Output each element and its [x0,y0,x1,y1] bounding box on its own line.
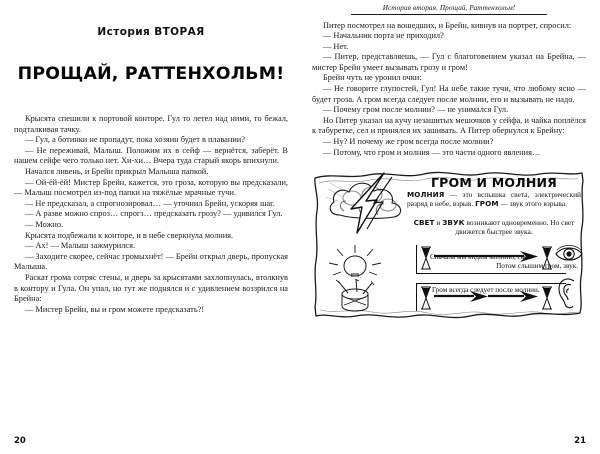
caption-then-we-hear: Потом слышим гром, звук. [496,262,578,271]
keyword-thunder: ГРОМ [475,199,499,209]
cloud-lightning-icon [322,171,410,237]
paragraph: — Мистер Брейн, вы и гром можете предсказать?! [25,304,205,314]
page-title: ПРОЩАЙ, РАТТЕНХОЛЬМ! [17,64,285,84]
paragraph: — Заходите скорее, сейчас громыхнёт! — Брейн открыл дверь, пропуская Малыша. [14,251,289,272]
paragraph: Крысята спешили к портовой конторе. Гул то летел над ними, то бежал, подталкивая тачку. [14,114,288,134]
infobox-title: ГРОМ И МОЛНИЯ [431,175,557,191]
caption-thunder-after-lightning: Гром всегда следует после молнии. [432,286,540,295]
paragraph: — Ой-ёй-ёй! Мистер Брейн, кажется, это гроза, которую вы предсказали, — Малыш посмотрел из-под папки на тяжёлые мрачные тучи. [14,177,288,198]
paragraph: Питер посмотрел на вошедших, и Брейн, кивнув на портрет, спросил: [323,20,572,30]
running-header: История вторая. Прощай, Раттенхольм! [351,0,547,15]
definition-lightning: — это вспышка света, электрический разряд в небе, взрыв. [407,190,581,209]
paragraph: — Начальник порта не приходил? [323,31,444,41]
paragraph: — Ах! — Малыш зажмурился. [25,241,136,251]
page-number-right: 21 [574,436,586,446]
note-text: возникают одновременно. Но свет движется быстрее звука. [455,218,575,237]
paragraph: Брейн чуть не уронил очки: [323,73,422,83]
caption-rule-top [416,273,566,274]
caption-first-we-see: Сначала мы видим молнию, свет. [430,253,532,262]
paragraph: — Не предсказал, а спрогнозировал… — уточнил Брейн, ускоряя шаг. [25,198,275,208]
infobox-thunder-lightning [312,167,586,319]
keyword-lightning: МОЛНИЯ [407,190,445,200]
paragraph: Крысята подбежали к конторе, и в небе сверкнула молния. [25,230,234,240]
lightbulb-icon [326,243,384,277]
paragraph: Начался ливень, и Брейн прикрыл Малыша папкой. [25,166,209,176]
paragraph: — Можно. [25,219,64,229]
paragraph: — Потому, что гром и молния — это части одного явления… [323,147,541,157]
infobox-note [407,219,581,237]
paragraph: Но Питер указал на кучу незашитых мешочков у сейфа, и чайка поплёлся к табуретке, сел и принялся их зашивать. А Питер обернулся к Брейну: [312,115,586,136]
left-body-text [14,114,288,315]
keyword-sound: ЗВУК [442,218,465,228]
paragraph: — А разве можно спроз… спрогз… предсказать грозу? — удивился Гул. [25,209,283,219]
paragraph: — Не говорите глупостей, Гул! На небе такие тучи, что любому ясно — будет гроза. А гром всегда следует после молнии, его и вызывать не надо. [312,84,586,104]
paragraph: — Нет. [323,41,349,51]
page-right [300,0,600,454]
story-kicker [14,26,288,38]
diagram-divider [416,245,417,273]
paragraph: — Ну? И почему же гром всегда после молнии? [323,137,494,147]
infobox-definition [407,191,581,209]
drum-icon [326,279,384,313]
paragraph: — Гул, а ботинки не пропадут, пока хозяин будет в плавании? [25,135,245,145]
caption-rule-bottom [416,283,566,284]
definition-thunder: — звук этого взрыва. [498,199,567,209]
paragraph: — Почему гром после молнии? — не унимался Гул. [323,105,509,115]
hourglass-icon [419,285,433,311]
story-kicker-text: История ВТОРАЯ [97,26,205,38]
conjunction: и [434,218,443,228]
diagram-divider [416,283,417,311]
paragraph: Раскат грома сотряс стены, и дверь за крысятами захлопнулась, втолкнув в контору и Гула. Он упал, но тут же поднялся и с удивлением воззрился на Брейна: [14,272,288,304]
right-body-text [312,21,586,159]
page-number-left: 20 [14,436,26,446]
paragraph: — Питер, представляешь, — Гул с благоговением указал на Брейна, — мистер Брейн умеет вызывать грозу и гром! [312,52,586,72]
paragraph: — Не переживай, Малыш. Положим их в сейф — вернётся, заберёт. В нашем сейфе чего только нет. Хи-хи… Вчера туда старый якорь впихнули. [14,145,288,166]
keyword-light: СВЕТ [413,218,435,228]
